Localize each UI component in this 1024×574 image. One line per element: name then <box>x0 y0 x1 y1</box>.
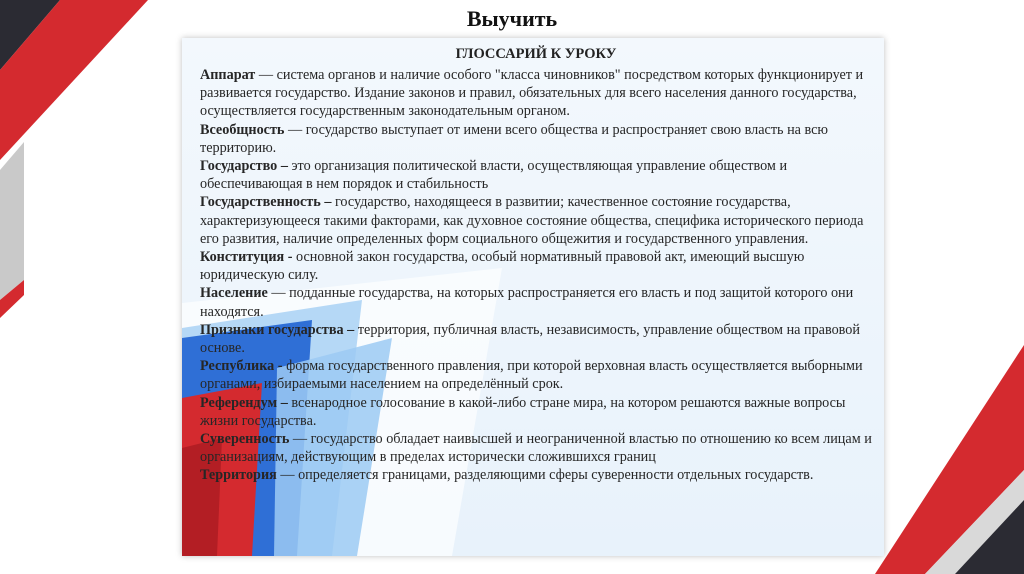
glossary-term: Население <box>200 285 268 302</box>
glossary-definition: — определяется границами, разделяющими сферы суверенности отдельных государств. <box>276 467 814 484</box>
glossary-title: ГЛОССАРИЙ К УРОКУ <box>455 46 617 62</box>
glossary-definition: государство, находящееся в развитии; качественное состояние государства, характеризующееся такими факторами, как духовное состояние общества, специфика исторического периода его развития, наличие определенных форм социального общежития и государственного управления. <box>200 194 864 247</box>
glossary-definition: всенародное голосование в какой-либо стране мира, на котором решаются важные вопросы жизни государства. <box>200 394 846 429</box>
glossary-term: Республика - <box>200 358 283 375</box>
glossary-definition: основной закон государства, особый нормативный правовой акт, имеющий высшую юридическую силу. <box>200 249 805 284</box>
glossary-definition: форма государственного правления, при которой верховная власть осуществляется выборными органами, избираемыми населением на определённый срок. <box>200 358 863 393</box>
glossary-definition: территория, публичная власть, независимость, управление обществом на правовой основе. <box>200 321 860 357</box>
glossary-entry-respublika <box>200 357 872 393</box>
glossary-entry-apparat <box>200 66 872 121</box>
glossary-definition: — система органов и наличие особого "класса чиновников" посредством которых функционирует и развивается государство. Издание законов и правил, обязательных для всего населения данного государства, осуществляется государственным законодательным органом. <box>200 67 864 120</box>
glossary-definition: — государство обладает наивысшей и неограниченной властью по отношению ко всем лицам и организациям, действующим в пределах исторически сложившихся границ <box>200 431 872 466</box>
glossary-term: Территория <box>200 467 277 484</box>
glossary-definition: — государство выступает от имени всего общества и распространяет свою власть на всю территорию. <box>200 121 829 156</box>
glossary-entry-territoriya <box>200 466 872 484</box>
glossary-entry-naselenie <box>200 284 872 320</box>
glossary-entry-gosudarstvo <box>200 157 872 193</box>
glossary-term: Государство – <box>200 158 288 175</box>
glossary-entry-referendum <box>200 394 872 430</box>
slide-title: Выучить <box>466 6 558 31</box>
glossary-definition: это организация политической власти, осуществляющая управление обществом и обеспечивающая в нем порядок и стабильность <box>200 158 788 193</box>
glossary-content <box>200 46 872 485</box>
glossary-term: Референдум – <box>200 394 288 411</box>
corner-gray-stripe-top-left <box>0 142 24 300</box>
glossary-term: Признаки государства – <box>200 321 355 338</box>
glossary-term: Конституция - <box>200 249 293 266</box>
glossary-entry-priznaki <box>200 321 872 357</box>
glossary-entry-konstitutsiya <box>200 248 872 284</box>
glossary-term: Всеобщность <box>200 121 285 138</box>
glossary-term: Аппарат <box>200 67 256 83</box>
glossary-entry-suverennost <box>200 430 872 466</box>
glossary-entry-vseobshchnost <box>200 121 872 157</box>
glossary-term: Государственность – <box>200 194 332 211</box>
glossary-card <box>182 38 884 556</box>
glossary-entry-gosudarstvennost <box>200 193 872 248</box>
glossary-definition: — подданные государства, на которых распространяется его власть и под защитой которого они находятся. <box>200 285 854 320</box>
glossary-term: Суверенность <box>200 431 290 448</box>
